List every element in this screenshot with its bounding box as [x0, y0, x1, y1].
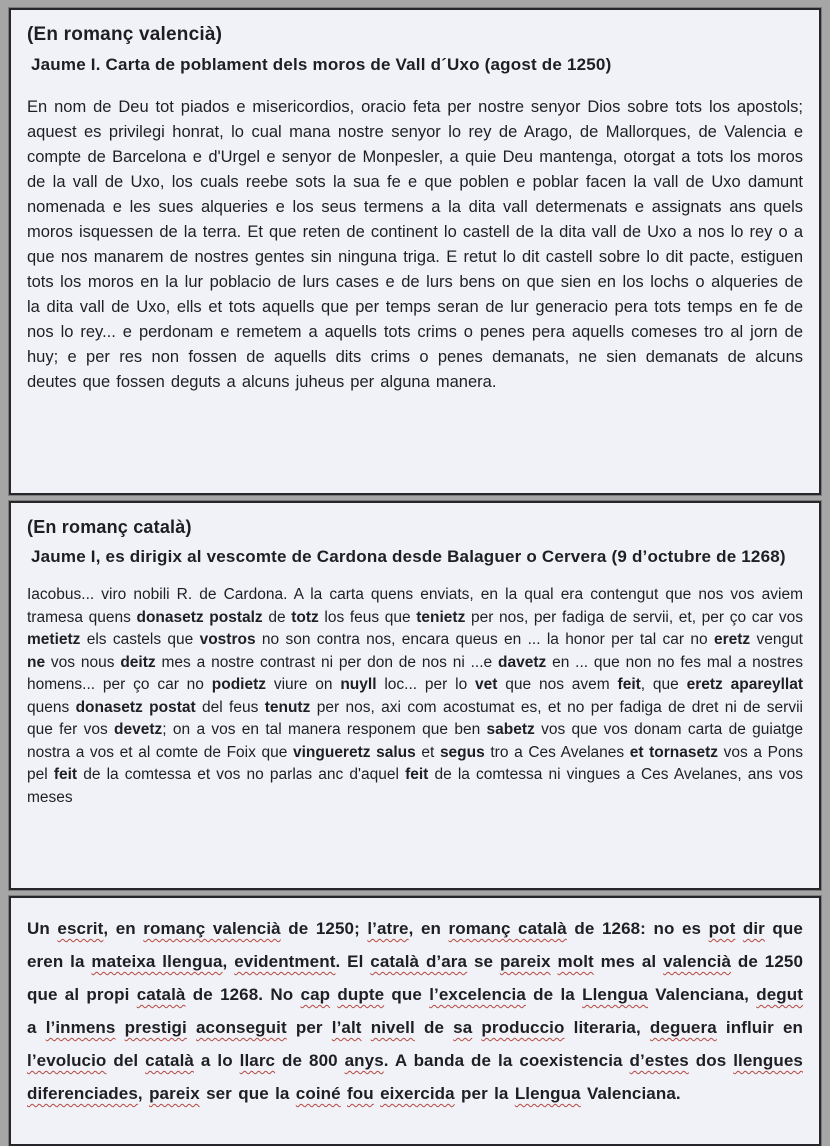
- bold-term: feit: [53, 766, 78, 783]
- text-run: . El: [335, 952, 371, 971]
- text-run: vos nous: [45, 653, 121, 671]
- spellcheck-underlined-word: mateixa llengua: [91, 952, 223, 971]
- spellcheck-underlined-word: llengues: [733, 1051, 803, 1070]
- text-run: ser que la: [199, 1084, 296, 1103]
- bold-term: eretz apareyllat: [686, 676, 803, 693]
- text-run: influir en: [716, 1018, 804, 1037]
- text-run: del: [106, 1051, 146, 1070]
- text-run: tro a Ces Avelanes: [484, 743, 630, 761]
- spellcheck-underlined-word: l’inmens: [45, 1018, 116, 1037]
- spellcheck-underlined-word: escrit: [57, 919, 104, 938]
- spellcheck-underlined-word: evidentment: [234, 952, 336, 971]
- bold-term: donasetz postalz: [136, 608, 263, 626]
- text-run: los feus que: [318, 608, 417, 626]
- spellcheck-underlined-word: sa: [453, 1018, 473, 1037]
- text-run: ; on a vos en tal manera responem que ben: [162, 721, 487, 738]
- text-run: en ... que non no fes mal a nostres homens... per ço car no: [27, 653, 803, 693]
- text-run: Un: [27, 919, 58, 938]
- text-run: de la comtessa et vos no parlas anc d'aquel: [77, 766, 406, 783]
- spellcheck-underlined-word: anys: [344, 1051, 384, 1070]
- text-run: de 1250;: [280, 919, 368, 938]
- text-run: , en: [408, 919, 449, 938]
- spellcheck-underlined-word: molt: [557, 952, 594, 971]
- spellcheck-underlined-word: nivell: [370, 1018, 415, 1037]
- text-run: a: [27, 1018, 46, 1037]
- spellcheck-underlined-word: català: [136, 985, 186, 1004]
- spellcheck-underlined-word: l’excelencia: [429, 985, 526, 1004]
- spellcheck-underlined-word: pareix: [149, 1084, 200, 1103]
- bold-term: nuyll: [340, 676, 377, 693]
- catala-document-body: [27, 584, 803, 809]
- text-run: de: [262, 608, 292, 626]
- bold-term: deitz: [120, 653, 156, 671]
- spellcheck-underlined-word: Llengua: [514, 1084, 581, 1103]
- text-run: els castels que: [80, 631, 200, 648]
- text-run: mes al: [593, 952, 664, 971]
- text-run: per nos, axi com acostumat es, et no per fadiga de dret ni de servii que fer vos: [27, 698, 803, 738]
- bold-term: eretz: [713, 631, 751, 648]
- valencia-document-title: Jaume I. Carta de poblament dels moros de Vall d´Uxo (agost de 1250): [31, 55, 612, 74]
- spellcheck-underlined-word: l’atre: [367, 919, 409, 938]
- text-run: [187, 1018, 196, 1037]
- spellcheck-underlined-word: deguera: [649, 1018, 717, 1037]
- bold-term: devetz: [114, 721, 163, 738]
- bold-term: podietz: [211, 676, 267, 693]
- text-run: del feus: [195, 698, 265, 716]
- text-run: de la comtessa ni vingues a Ces Avelanes, ans vos meses: [27, 766, 804, 806]
- spellcheck-underlined-word: prestigi: [124, 1018, 187, 1037]
- text-run: per: [286, 1018, 332, 1037]
- catala-document-title: Jaume I, es dirigix al vescomte de Cardona desde Balaguer o Cervera (9 d’octubre de 1268): [31, 547, 786, 566]
- valencia-document-body: En nom de Deu tot piados e misericordios, oracio feta per nostre senyor Dios sobre tots los apostols; aquest es privilegi honrat, lo cual mana nostre senyor lo rey de Arago, de Mallorques, de Valencia e compte de Barcelona e d'Urgel e senyor de Monpesler, a quie Deu mantenga, otorgat a tots los moros de la vall de Uxo, los cuals reebe sots la sua fe e que poblen e poblar facen la vall de Uxo damunt nomenada e les sues alqueries e los seus termens a la dita vall determenats e assignats ans quels moros isquessen de la terra. Et que reten de continent lo castell de la dita vall de Uxo a nos lo rey o a que nos manarem de nostres gentes sin ninguna triga. E retut lo dit castell sobre lo dit pacte, estiguen tots los moros en la lur poblacio de lurs cases e de lurs bens on que sien en los lochs o alqueries de la dita vall de Uxo, ells et tots aquells que per temps seran de lur generacio pera tots temps en fe de nos lo rey... e perdonam e remetem a aquells tots crims o penes pera aquells comeses tro al jorn de huy; e per res non fossen de aquells dits crims o penes demanats, ne sien demanats de alcuns deutes que fossen deguts a alcuns juheus per alguna manera.: [27, 98, 803, 391]
- text-run: vos a Pons pel: [27, 743, 803, 783]
- bold-term: vostros: [199, 631, 256, 648]
- text-run: de 1268. No: [185, 985, 301, 1004]
- text-run: ,: [137, 1084, 150, 1103]
- spellcheck-underlined-word: romanç valencià: [143, 919, 281, 938]
- bold-term: tenietz: [416, 608, 466, 626]
- text-run: viure on: [266, 676, 341, 693]
- text-run: quens: [27, 698, 76, 716]
- spellcheck-underlined-word: fou: [347, 1084, 374, 1103]
- text-run: [362, 1018, 371, 1037]
- text-run: de 1250 que al propi: [27, 952, 804, 1004]
- commentary-section: [9, 896, 821, 1146]
- text-run: que nos avem: [497, 676, 618, 693]
- text-run: Iacobus... viro nobili R. de Cardona. A la carta quens enviats, en la qual era contengut que nos vos aviem tramesa quens: [27, 586, 803, 626]
- bold-term: segus: [439, 743, 485, 761]
- text-run: . A banda de la coexistencia: [383, 1051, 630, 1070]
- language-label-catala: (En romanç català): [27, 517, 192, 537]
- text-run: loc... per lo: [376, 676, 476, 693]
- text-run: vos que vos donam carta de guiatge nostra a vos et al comte de Foix que: [27, 721, 804, 761]
- spellcheck-underlined-word: coiné: [295, 1084, 341, 1103]
- valencia-document-section: [9, 8, 821, 495]
- text-run: de: [414, 1018, 454, 1037]
- text-run: de la: [525, 985, 583, 1004]
- text-run: [551, 952, 558, 971]
- spellcheck-underlined-word: d’estes: [629, 1051, 689, 1070]
- bold-term: donasetz postat: [75, 698, 196, 716]
- bold-term: vingueretz salus: [292, 743, 416, 761]
- spellcheck-underlined-word: l’alt: [331, 1018, 362, 1037]
- bold-term: ne: [27, 653, 46, 671]
- bold-term: feit: [405, 766, 429, 783]
- text-run: ,: [222, 952, 235, 971]
- bold-term: tenutz: [264, 698, 311, 716]
- bold-term: davetz: [497, 653, 547, 671]
- commentary-body: [27, 912, 803, 1110]
- bold-term: totz: [291, 608, 319, 626]
- spellcheck-underlined-word: eixercida: [380, 1084, 455, 1103]
- text-run: vengut: [750, 631, 803, 648]
- text-run: de 1268: no es: [566, 919, 709, 938]
- spellcheck-underlined-word: Llengua: [582, 985, 648, 1004]
- bold-term: sabetz: [486, 721, 535, 738]
- spellcheck-underlined-word: valencià: [663, 952, 732, 971]
- text-run: Valenciana.: [580, 1084, 681, 1103]
- text-run: et: [415, 743, 440, 761]
- spellcheck-underlined-word: romanç català: [448, 919, 567, 938]
- text-run: no son contra nos, encara queus en ... la honor per tal car no: [255, 631, 714, 648]
- text-run: , en: [103, 919, 144, 938]
- text-run: literaria,: [564, 1018, 650, 1037]
- text-run: , que: [640, 676, 687, 693]
- text-run: dos: [688, 1051, 734, 1070]
- spellcheck-underlined-word: diferenciades: [27, 1084, 138, 1103]
- spellcheck-underlined-word: pot: [708, 919, 736, 938]
- text-run: a lo: [193, 1051, 240, 1070]
- text-run: mes a nostre contrast ni per don de nos ni ...e: [155, 653, 498, 671]
- spellcheck-underlined-word: dir: [742, 919, 765, 938]
- bold-term: vet: [475, 676, 498, 693]
- spellcheck-underlined-word: degut: [756, 985, 804, 1004]
- spellcheck-underlined-word: llarc: [239, 1051, 276, 1070]
- spellcheck-underlined-word: dupte: [337, 985, 385, 1004]
- bold-term: metietz: [27, 631, 81, 648]
- catala-document-section: [9, 501, 821, 890]
- spellcheck-underlined-word: produccio: [481, 1018, 565, 1037]
- bold-term: feit: [617, 676, 641, 693]
- text-run: per la: [454, 1084, 515, 1103]
- text-run: [115, 1018, 124, 1037]
- text-run: que eren la: [27, 919, 803, 971]
- text-run: per nos, per fadiga de servii, et, per ço car vos: [465, 608, 803, 626]
- text-run: que: [384, 985, 430, 1004]
- spellcheck-underlined-word: aconseguit: [195, 1018, 287, 1037]
- text-run: se: [467, 952, 500, 971]
- spellcheck-underlined-word: l’evolucio: [27, 1051, 107, 1070]
- language-label-valencia: (En romanç valencià): [27, 24, 223, 45]
- spellcheck-underlined-word: pareix: [499, 952, 551, 971]
- spellcheck-underlined-word: català: [145, 1051, 194, 1070]
- spellcheck-underlined-word: català d’ara: [370, 952, 468, 971]
- spellcheck-underlined-word: cap: [300, 985, 331, 1004]
- text-run: [735, 919, 743, 938]
- text-run: Valenciana,: [647, 985, 757, 1004]
- bold-term: et tornasetz: [629, 743, 719, 761]
- text-run: de 800: [275, 1051, 345, 1070]
